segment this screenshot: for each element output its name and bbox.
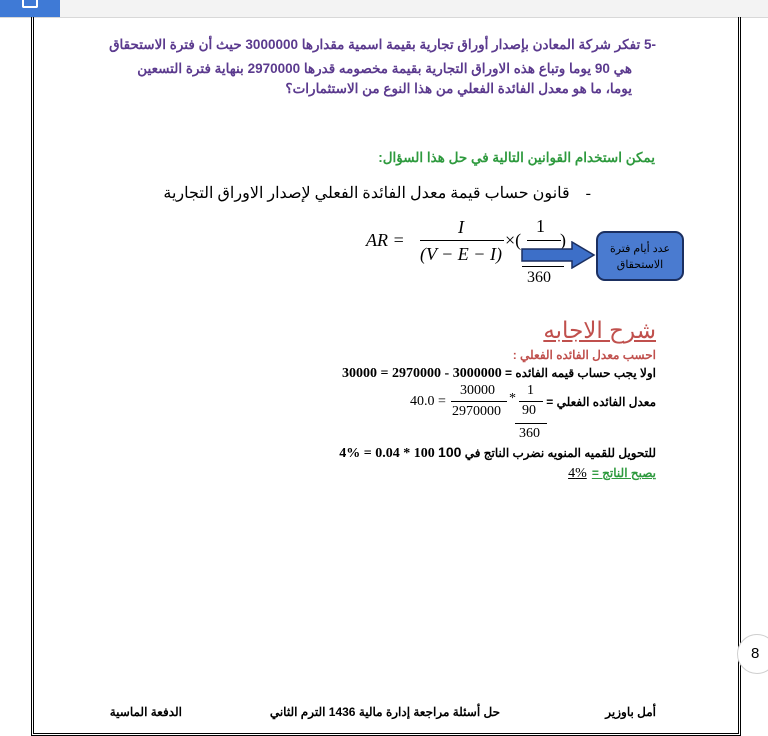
step2-result: = 0.04 <box>410 394 446 409</box>
question-line-1: -5 تفكر شركة المعادن بإصدار أوراق تجارية بقيمة اسمية مقدارها 3000000 حيث أن فترة الاستحقاق <box>109 37 656 52</box>
arrow-icon <box>520 241 600 269</box>
question-number: -5 <box>643 37 656 52</box>
callout-line-2: الاستحقاق <box>616 259 664 271</box>
callout-box <box>596 231 684 281</box>
formula-close: ) <box>560 230 566 250</box>
step2-label: معدل الفائده الفعلي = <box>546 395 656 409</box>
question-line-3: يوما، ما هو معدل الفائدة الفعلي من هذا النوع من الاستثمارات؟ <box>285 81 632 96</box>
step3-math: 100 * 0.04 = %4 <box>339 446 435 461</box>
step2-star: * <box>509 391 516 406</box>
toolbar-button[interactable] <box>0 0 60 17</box>
step2-ninety: 90 <box>522 403 536 418</box>
step1-math: 3000000 - 2970000 = 30000 <box>342 366 502 381</box>
step2-three-sixty: 360 <box>519 426 540 441</box>
step3-label: للتحويل للقميه المنويه نضرب الناتج في <box>464 446 656 460</box>
formula-denominator: (V − E − I) <box>420 244 502 264</box>
step2-inner-bar <box>519 401 543 402</box>
answer-step-3 <box>339 444 656 462</box>
footer-title: حل أسئلة مراجعة إدارة مالية 1436 الترم الثاني <box>269 705 500 719</box>
step2-frac-den: 2970000 <box>452 404 501 419</box>
answer-result <box>568 462 656 482</box>
step2-frac-num: 30000 <box>460 383 495 398</box>
formula-numerator: I <box>458 217 464 237</box>
result-label: يصبح الناتج = <box>591 466 656 480</box>
formula-lhs: AR = <box>366 230 405 250</box>
answer-step-1 <box>342 366 656 382</box>
formula-one: 1 <box>536 216 545 236</box>
formula-times: ×( <box>505 230 522 250</box>
question-line-2: هي 90 يوما وتباع هذه الاوراق التجارية بقيمة مخصومه قدرها 2970000 بنهاية فترة التسعين <box>137 61 632 76</box>
answer-subtitle: احسب معدل الفائده الفعلي : <box>512 348 656 362</box>
step2-outer-bar <box>515 423 547 424</box>
footer-author: أمل باوزير <box>605 705 656 719</box>
step2-one: 1 <box>527 383 534 398</box>
callout-line-1: عدد أيام فترة <box>609 243 671 255</box>
law-bullet: - <box>585 185 591 202</box>
page-number: 8 <box>737 634 768 674</box>
step1-label: اولا يجب حساب قيمه الفائده = <box>505 366 656 380</box>
step3-num: 100 <box>438 444 462 460</box>
formula-fraction-bar <box>420 240 504 241</box>
answer-title: شرح الاجابه <box>543 317 656 343</box>
formula-days: 360 <box>527 269 551 286</box>
tray-icon <box>22 0 38 8</box>
law-line <box>163 183 591 203</box>
law-text: قانون حساب قيمة معدل الفائدة الفعلي لإصدار الاوراق التجارية <box>163 185 570 202</box>
step2-frac-bar <box>451 401 507 402</box>
laws-heading: يمكن استخدام القوانين التالية في حل هذا السؤال: <box>378 150 655 165</box>
viewer-toolbar <box>0 0 768 18</box>
result-value: %4 <box>568 466 587 481</box>
footer-batch: الدفعة الماسية <box>109 705 182 719</box>
